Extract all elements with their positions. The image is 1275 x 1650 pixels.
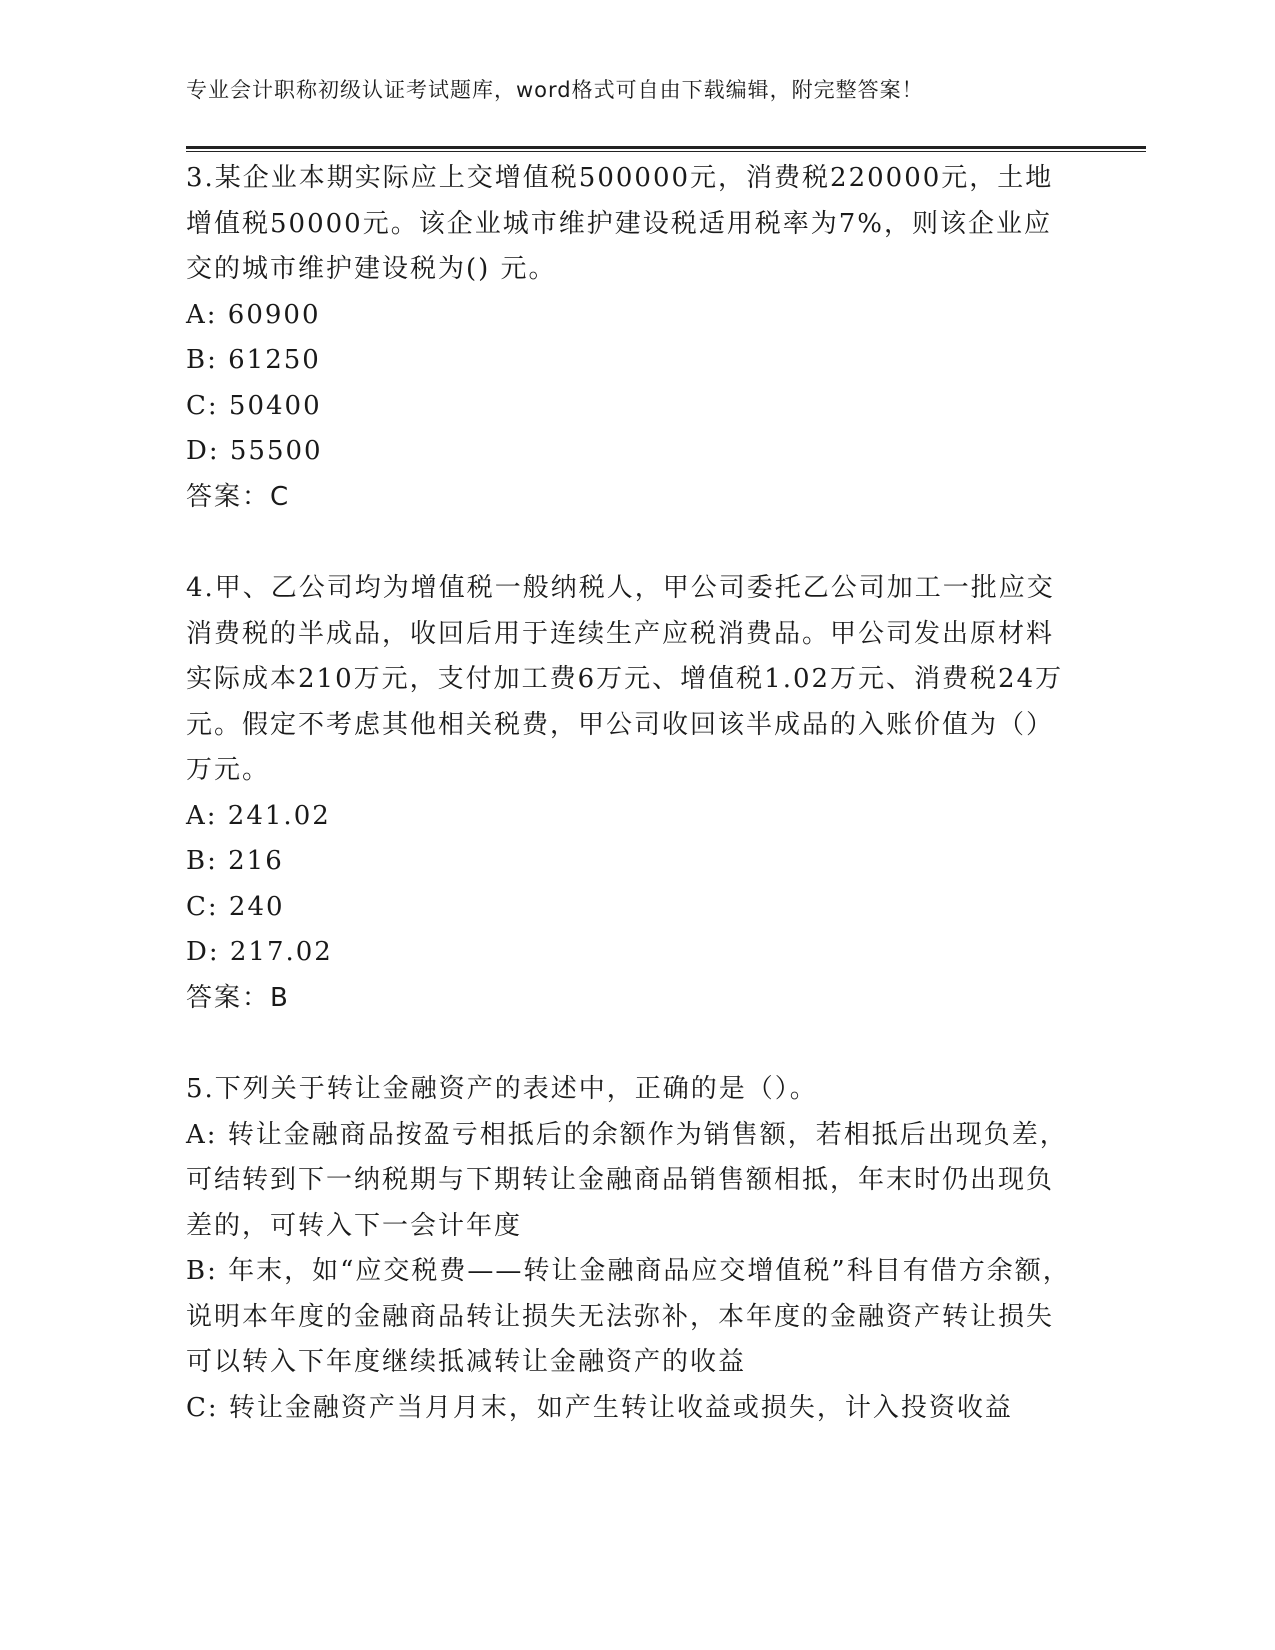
question-3 [186, 156, 1076, 520]
option-c: C: 240 [186, 891, 285, 922]
question-stem: 5.下列关于转让金融资产的表述中，正确的是（）。 [186, 1074, 818, 1104]
header-rule [186, 146, 1146, 152]
answer: 答案：B [186, 982, 290, 1013]
option-b: B: 216 [186, 846, 284, 876]
page-header: 专业会计职称初级认证考试题库，word格式可自由下载编辑，附完整答案！ [186, 78, 924, 102]
option-d: D: 217.02 [186, 937, 333, 967]
question-4 [186, 566, 1076, 1021]
question-5 [186, 1067, 1076, 1431]
option-a: A: 转让金融商品按盈亏相抵后的余额作为销售额，若相抵后出现负差，可结转到下一纳税期与下期转让金融商品销售额相抵，年末时仍出现负差的，可转入下一会计年度 [186, 1119, 1068, 1241]
question-stem: 3.某企业本期实际应上交增值税500000元，消费税220000元，土地增值税50000元。该企业城市维护建设税适用税率为7%，则该企业应交的城市维护建设税为() 元。 [186, 163, 1054, 284]
option-b: B: 61250 [186, 345, 321, 375]
option-d: D: 55500 [186, 436, 323, 466]
option-c: C: 50400 [186, 390, 322, 421]
question-stem: 4.甲、乙公司均为增值税一般纳税人，甲公司委托乙公司加工一批应交消费税的半成品，收回后用于连续生产应税消费品。甲公司发出原材料实际成本210万元，支付加工费6万元、增值税1.02万元、消费税24万元。假定不考虑其他相关税费，甲公司收回该半成品的入账价值为（）万元。 [186, 573, 1064, 785]
option-b: B: 年末，如“应交税费——转让金融商品应交增值税”科目有借方余额，说明本年度的金融商品转让损失无法弥补，本年度的金融资产转让损失可以转入下年度继续抵减转让金融资产的收益 [186, 1256, 1071, 1377]
option-c: C: 转让金融资产当月月末，如产生转让收益或损失，计入投资收益 [186, 1392, 1013, 1423]
option-a: A: 60900 [186, 299, 321, 330]
option-a: A: 241.02 [186, 800, 331, 831]
question-list [186, 156, 1076, 1477]
answer: 答案：C [186, 481, 291, 512]
